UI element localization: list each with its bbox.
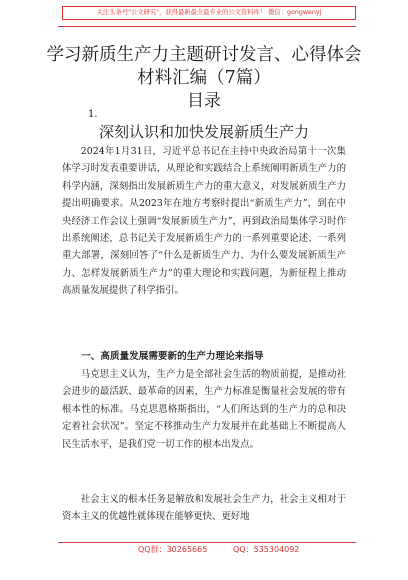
footer-divider	[58, 542, 356, 543]
body-paragraph-3: 社会主义的根本任务是解放和发展社会生产力，社会主义相对于资本主义的优越性就体现在能够更快、更好地	[62, 494, 346, 523]
body-paragraph-2: 马克思主义认为，生产力是全部社会生活的物质前提，是推动社会进步的最活跃、最革命的因素，生产力标准是衡量社会发展的带有根本性的标准。马克思恩格斯指出，“人们所达到的生产力的总和决定着社会状况”。坚定不移推动生产力发展并在此基础上不断提高人民生活水平，是我们党一切工作的根本出发点。	[62, 369, 346, 450]
section-heading-1: 一、高质量发展需要新的生产力理论来指导	[81, 351, 264, 362]
body-paragraph-1: 2024年1月31日，习近平总书记在主持中央政治局第十一次集体学习时发表重要讲话，从理论和实践结合上系统阐明新质生产力的科学内涵，深刻指出发展新质生产力的重大意义，对发展新质生产力提出明确要求。从2023年在地方考察时提出“新质生产力”，到在中央经济工作会议上强调“发展新质生产力”，再到政治局集体学习时作出系统阐述，总书记关于发展新质生产力的一系列重要论述、一系列重大部署，深刻回答了“什么是新质生产力、为什么要发展新质生产力、怎样发展新质生产力”的重大理论和实践问题，为新征程上推动高质量发展提供了科学指引。	[62, 146, 346, 297]
document-title: 学习新质生产力主题研讨发言、心得体会材料汇编（7篇）	[46, 45, 362, 88]
header-divider	[58, 26, 356, 27]
table-of-contents-label: 目录	[187, 91, 221, 111]
list-number: 1.	[88, 109, 98, 120]
qq-group-number: QQ群：30265665	[138, 545, 208, 554]
page-footer	[58, 544, 356, 556]
section-title: 深刻认识和加快发展新质生产力	[98, 123, 309, 141]
qq-contact-number: QQ：535304092	[233, 545, 300, 554]
header-banner: 关注头条号"公文研究"，获得最新最全最专业的公文资料库！ 微信：gongwenyj	[62, 6, 356, 20]
